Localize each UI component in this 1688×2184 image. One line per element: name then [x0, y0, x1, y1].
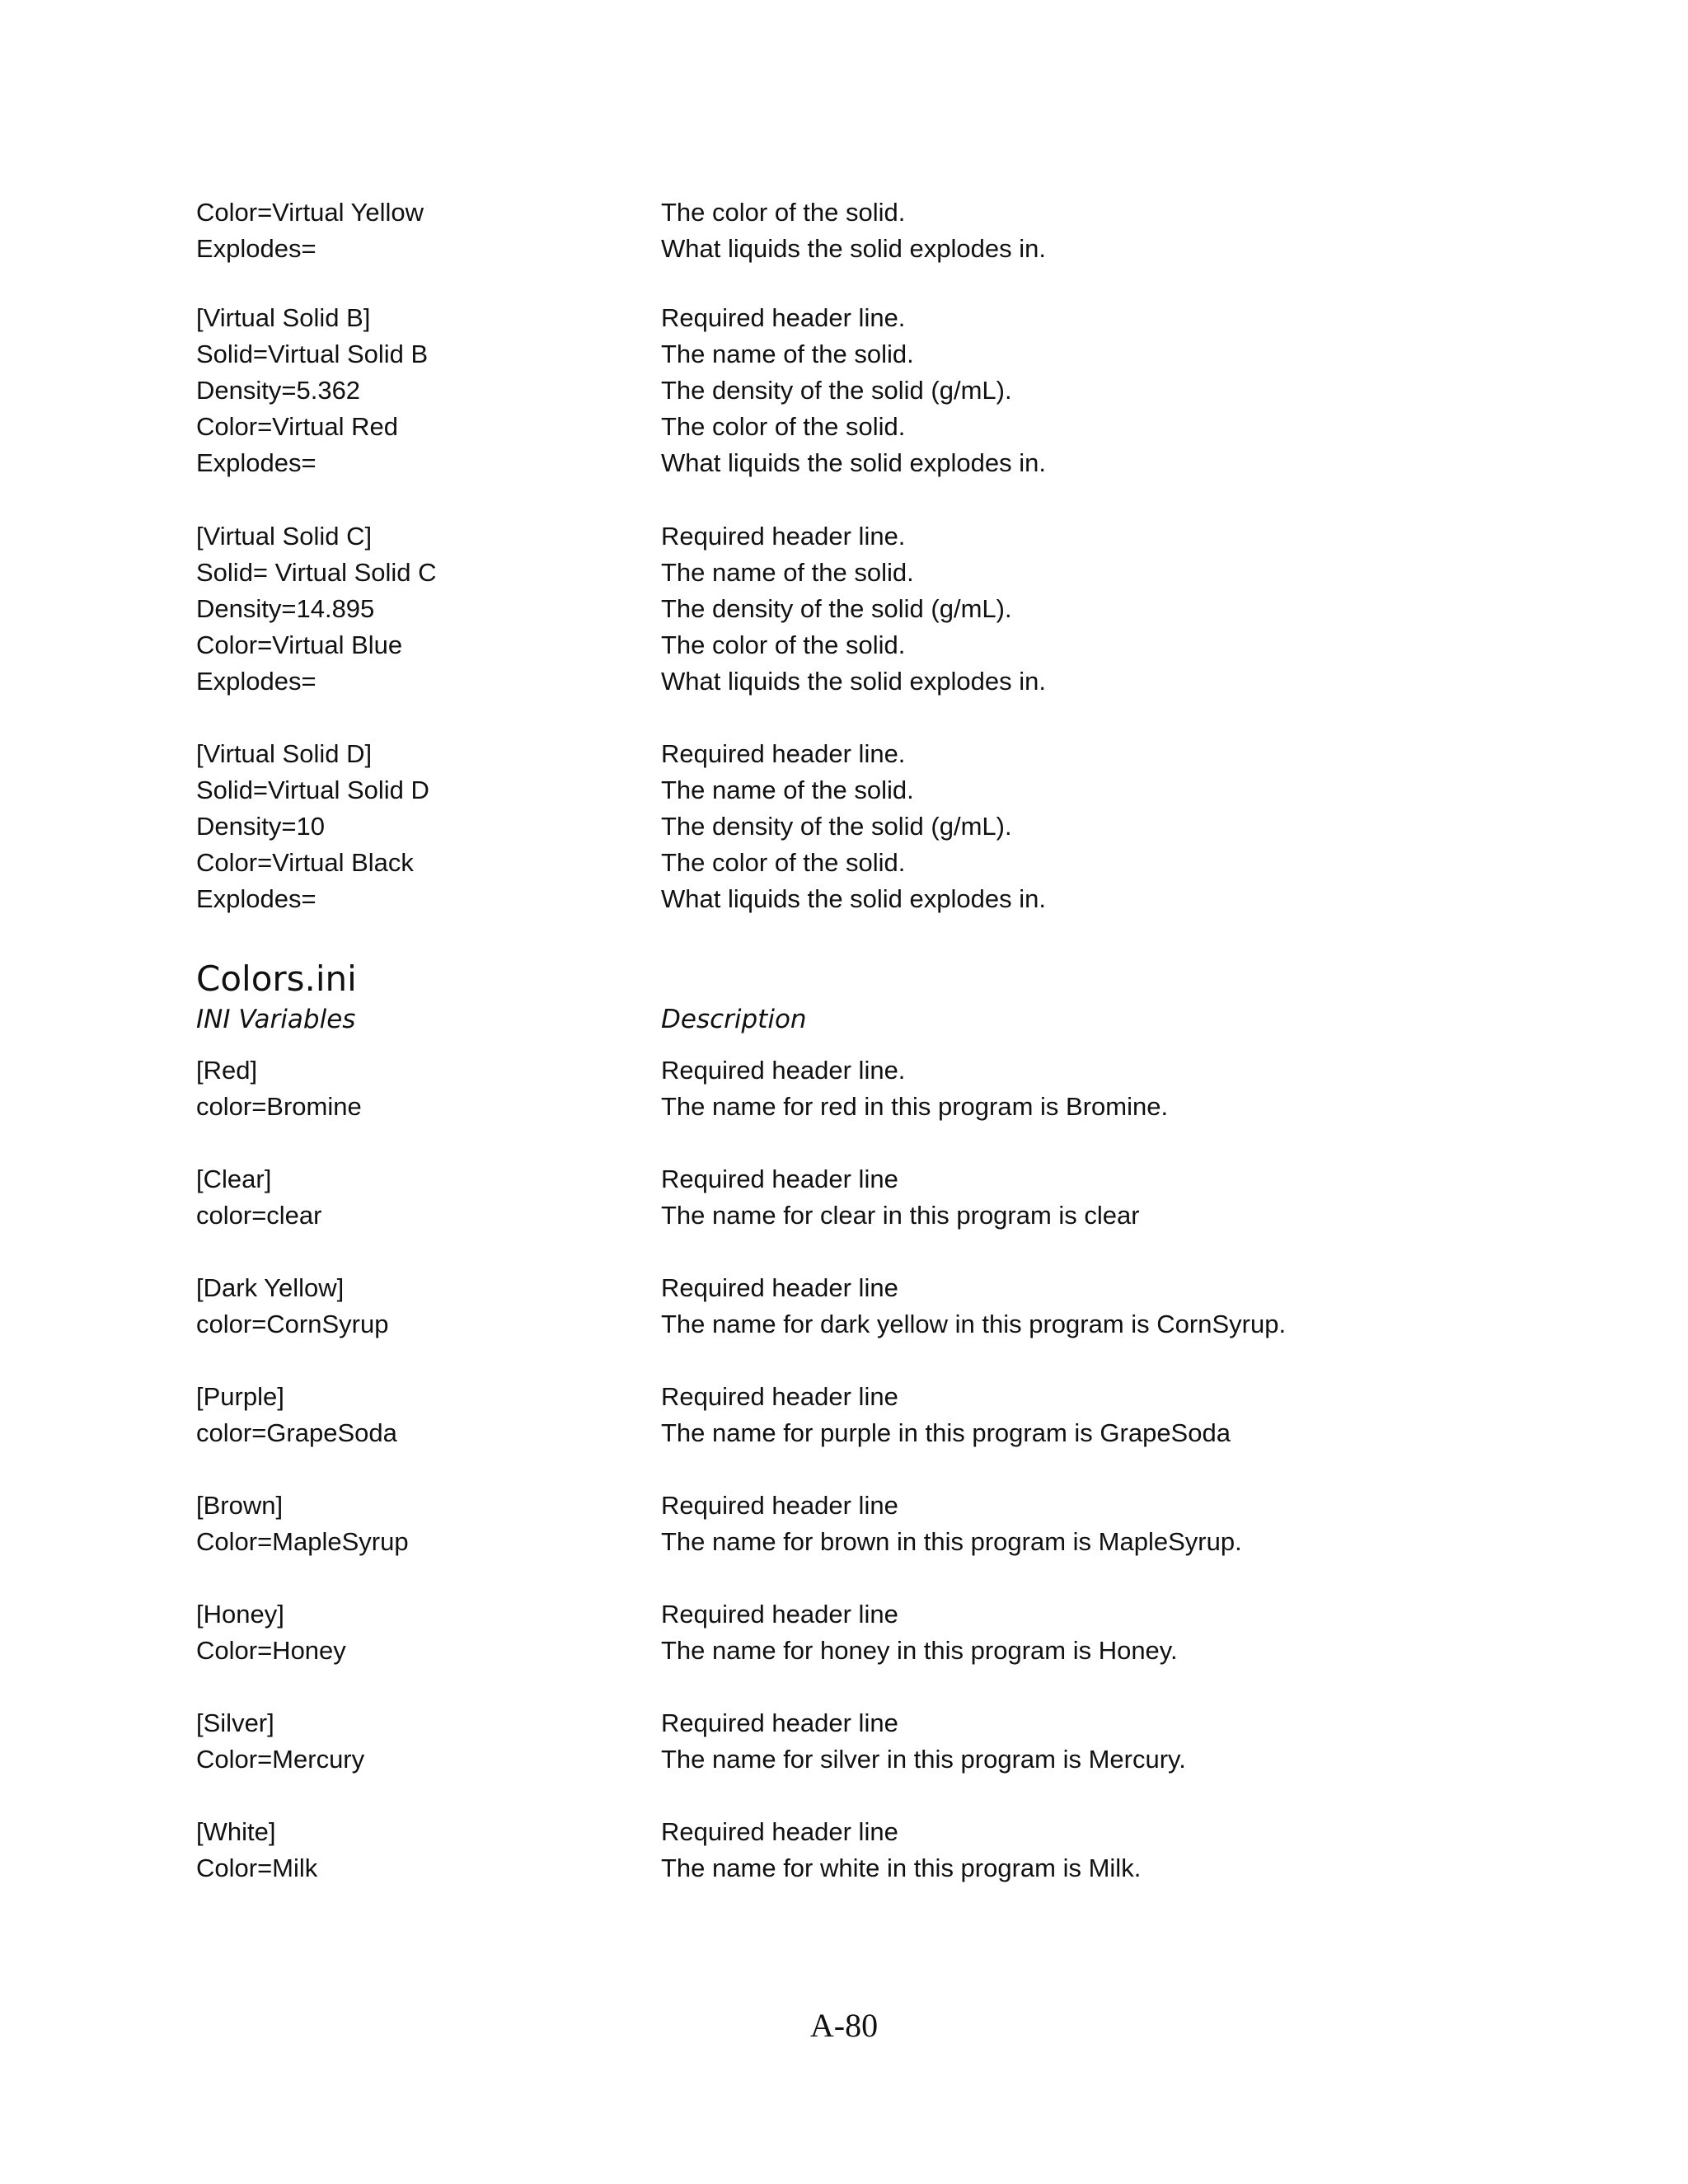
ini-key: Color=Honey: [196, 1636, 346, 1665]
ini-key: Explodes=: [196, 667, 316, 696]
ini-description: The color of the solid.: [661, 848, 906, 877]
ini-description: What liquids the solid explodes in.: [661, 234, 1046, 263]
ini-description: What liquids the solid explodes in.: [661, 884, 1046, 913]
ini-key: Solid= Virtual Solid C: [196, 558, 437, 587]
ini-key: Color=Milk: [196, 1854, 318, 1882]
ini-key: [Honey]: [196, 1600, 284, 1629]
ini-description: What liquids the solid explodes in.: [661, 667, 1046, 696]
ini-row: [0, 518, 1688, 555]
ini-row: [0, 627, 1688, 663]
ini-row: [0, 1306, 1688, 1343]
ini-key: [Brown]: [196, 1491, 284, 1520]
ini-key: Explodes=: [196, 448, 316, 477]
ini-row: [0, 1379, 1688, 1415]
ini-key: [Virtual Solid C]: [196, 522, 373, 551]
ini-row: [0, 663, 1688, 700]
ini-row: [0, 1197, 1688, 1234]
ini-key: Color=Virtual Black: [196, 848, 414, 877]
ini-key: Density=5.362: [196, 376, 361, 405]
ini-row: [0, 845, 1688, 881]
ini-row: [0, 336, 1688, 373]
section-title: Colors.ini: [196, 958, 357, 999]
ini-description: The name for honey in this program is Honey.: [661, 1636, 1178, 1665]
ini-row: [0, 445, 1688, 481]
ini-row: [0, 1850, 1688, 1886]
ini-key: color=GrapeSoda: [196, 1418, 397, 1447]
ini-row: [0, 1089, 1688, 1125]
ini-key: [Virtual Solid B]: [196, 303, 371, 332]
ini-description: The name of the solid.: [661, 776, 914, 804]
ini-description: Required header line: [661, 1382, 898, 1411]
ini-row: [0, 555, 1688, 591]
ini-key: color=CornSyrup: [196, 1310, 389, 1338]
ini-description: Required header line.: [661, 1056, 906, 1085]
ini-description: Required header line.: [661, 303, 906, 332]
ini-row: [0, 409, 1688, 445]
ini-description: Required header line.: [661, 522, 906, 551]
ini-row: [0, 373, 1688, 409]
column-header-description: Description: [661, 1005, 807, 1034]
ini-description: Required header line: [661, 1600, 898, 1629]
ini-description: The color of the solid.: [661, 412, 906, 441]
ini-description: Required header line: [661, 1817, 898, 1846]
ini-key: [Red]: [196, 1056, 258, 1085]
column-header-variables: INI Variables: [196, 1005, 356, 1034]
ini-key: Explodes=: [196, 234, 316, 263]
ini-row: [0, 1596, 1688, 1633]
ini-row: [0, 1705, 1688, 1741]
ini-description: The density of the solid (g/mL).: [661, 376, 1012, 405]
ini-description: Required header line.: [661, 739, 906, 768]
ini-description: Required header line: [661, 1165, 898, 1193]
ini-description: The name for white in this program is Milk.: [661, 1854, 1142, 1882]
ini-key: Explodes=: [196, 884, 316, 913]
ini-key: [White]: [196, 1817, 276, 1846]
ini-description: The density of the solid (g/mL).: [661, 594, 1012, 623]
ini-row: [0, 736, 1688, 772]
ini-key: Density=10: [196, 812, 325, 841]
ini-description: The color of the solid.: [661, 630, 906, 659]
ini-row: [0, 300, 1688, 336]
ini-description: What liquids the solid explodes in.: [661, 448, 1046, 477]
ini-key: [Virtual Solid D]: [196, 739, 373, 768]
ini-description: Required header line: [661, 1273, 898, 1302]
ini-key: [Purple]: [196, 1382, 284, 1411]
ini-description: The name for clear in this program is clear: [661, 1201, 1140, 1230]
page-number: A-80: [809, 2007, 879, 2044]
ini-key: [Silver]: [196, 1708, 274, 1737]
ini-row: [0, 808, 1688, 845]
ini-description: The color of the solid.: [661, 198, 906, 227]
ini-row: [0, 1161, 1688, 1197]
ini-key: Solid=Virtual Solid B: [196, 340, 429, 368]
ini-description: The name for purple in this program is GrapeSoda: [661, 1418, 1231, 1447]
ini-description: The name of the solid.: [661, 340, 914, 368]
ini-key: [Clear]: [196, 1165, 272, 1193]
ini-row: [0, 194, 1688, 231]
ini-key: Color=Virtual Yellow: [196, 198, 424, 227]
ini-key: [Dark Yellow]: [196, 1273, 345, 1302]
ini-row: [0, 1415, 1688, 1451]
ini-description: Required header line: [661, 1708, 898, 1737]
ini-row: [0, 1270, 1688, 1306]
ini-description: The name for brown in this program is MapleSyrup.: [661, 1527, 1242, 1556]
ini-description: The name of the solid.: [661, 558, 914, 587]
ini-description: The name for dark yellow in this program is CornSyrup.: [661, 1310, 1287, 1338]
ini-row: [0, 1741, 1688, 1778]
ini-row: [0, 591, 1688, 627]
ini-key: color=Bromine: [196, 1092, 362, 1121]
ini-key: Solid=Virtual Solid D: [196, 776, 429, 804]
ini-key: Density=14.895: [196, 594, 375, 623]
ini-key: Color=Virtual Blue: [196, 630, 403, 659]
ini-row: [0, 1814, 1688, 1850]
ini-key: color=clear: [196, 1201, 322, 1230]
ini-description: The density of the solid (g/mL).: [661, 812, 1012, 841]
ini-row: [0, 1633, 1688, 1669]
ini-key: Color=Mercury: [196, 1745, 365, 1774]
ini-row: [0, 881, 1688, 917]
ini-description: The name for silver in this program is Mercury.: [661, 1745, 1186, 1774]
ini-description: Required header line: [661, 1491, 898, 1520]
ini-row: [0, 772, 1688, 808]
ini-key: Color=Virtual Red: [196, 412, 398, 441]
ini-row: [0, 1524, 1688, 1560]
ini-key: Color=MapleSyrup: [196, 1527, 409, 1556]
ini-row: [0, 1488, 1688, 1524]
ini-description: The name for red in this program is Bromine.: [661, 1092, 1169, 1121]
ini-row: [0, 231, 1688, 267]
ini-row: [0, 1052, 1688, 1089]
